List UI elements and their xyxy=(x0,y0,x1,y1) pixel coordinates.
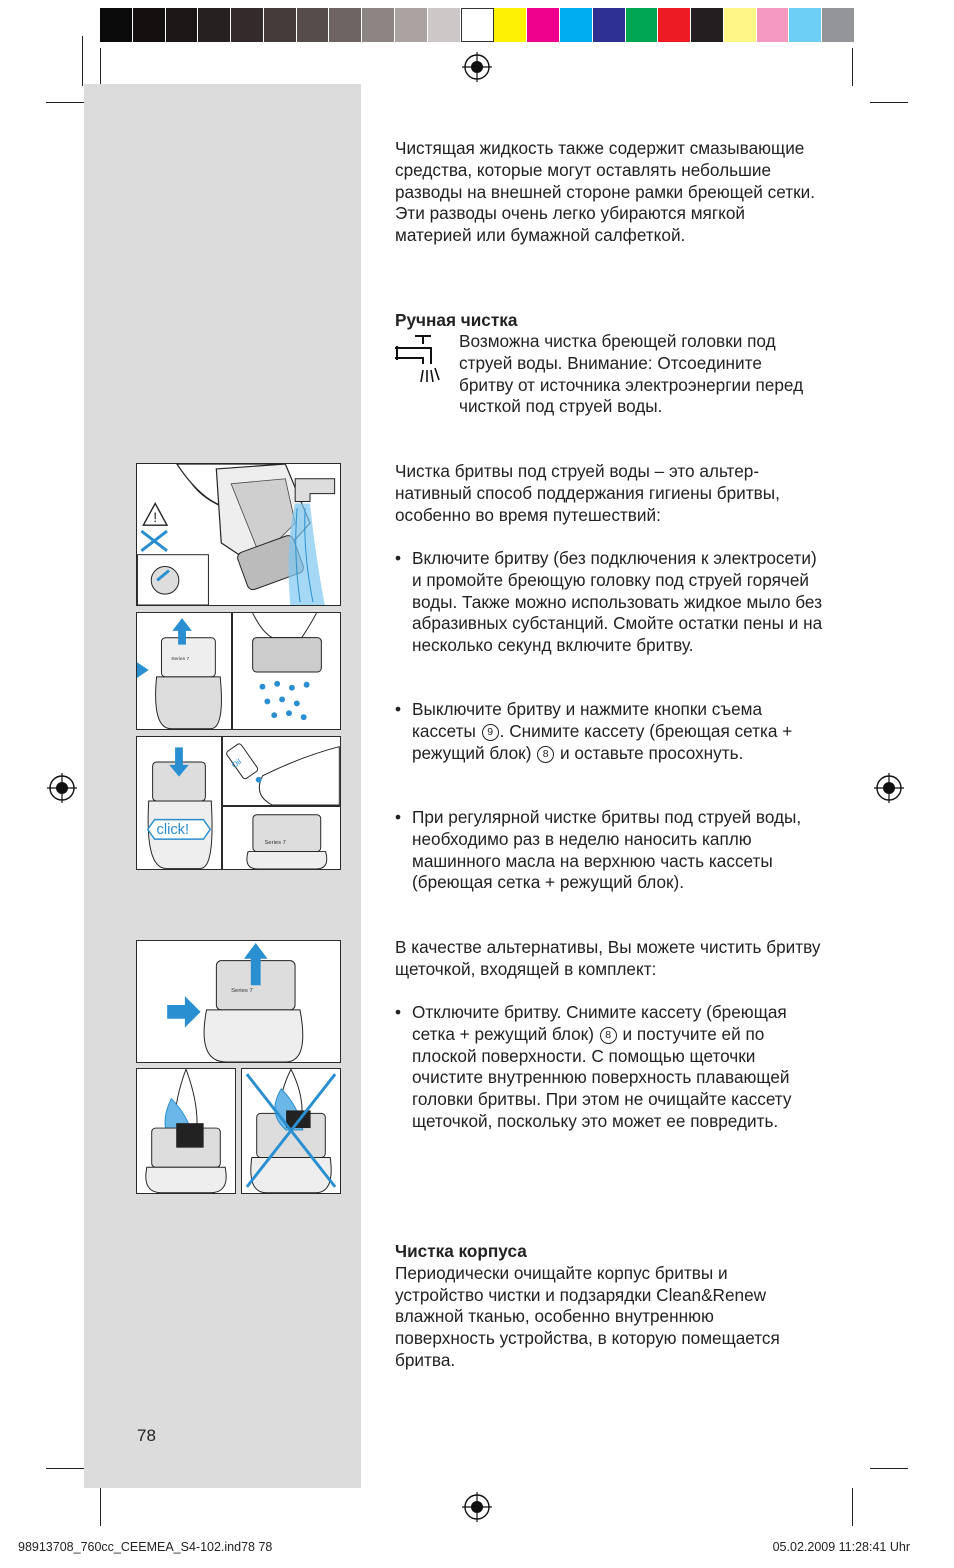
color-swatch xyxy=(757,8,790,42)
brush-cleaning-illustration xyxy=(136,1068,236,1194)
registration-target-icon xyxy=(462,52,492,82)
body-cleaning-text: Периодически очищайте корпус бритвы и устройство чистки и подзарядки Clean&Renew влажной тканью, особенно внутреннюю поверхность устройства, в которую помещается бритва. xyxy=(395,1262,780,1370)
color-swatch xyxy=(822,8,855,42)
manual-cleaning-heading: Ручная чистка xyxy=(395,310,518,330)
color-swatch xyxy=(231,8,264,42)
registration-target-icon xyxy=(462,1492,492,1522)
dry-cassette-illustration xyxy=(232,612,341,730)
crop-mark xyxy=(46,1468,84,1469)
color-swatch xyxy=(428,8,461,42)
bullet-rinse: • Включите бритву (без подключения к электросети) и промойте бреющую головку под струей горячей воды. Также можно использовать жидкое мыло без абразивных субстанций. Смойте остатки пены и на несколько секунд включите бритву. xyxy=(395,548,825,657)
body-cleaning-heading: Чистка корпуса xyxy=(395,1241,527,1261)
bullet-oil: • При регулярной чистке бритвы под струей воды, необходимо раз в неделю наносить каплю машинного масла на верхнюю часть кассеты (бреющая сетка + режущий блок). xyxy=(395,807,825,894)
color-swatch xyxy=(626,8,659,42)
page-number: 78 xyxy=(137,1426,156,1445)
color-swatch xyxy=(133,8,166,42)
bullet-remove-cassette xyxy=(395,699,825,764)
crop-mark xyxy=(100,1488,101,1526)
registration-target-icon xyxy=(47,773,77,803)
color-swatch xyxy=(297,8,330,42)
color-swatch xyxy=(329,8,362,42)
oil-drop-illustration xyxy=(222,736,341,806)
color-swatch xyxy=(362,8,395,42)
bullet-block-1 xyxy=(395,548,825,657)
color-swatch xyxy=(724,8,757,42)
alternative-intro-block xyxy=(395,461,823,526)
brush-text-a: Отключите бритву. Снимите кассету (бреющая сетка + режущий блок) xyxy=(412,1002,787,1044)
bullet-brush xyxy=(395,1002,825,1133)
intro-text: Чистящая жидкость также содержит смазывающие средства, которые могут оставлять небольшие разводы на внешней стороне рамки бреющей сетки. Эти разводы очень легко убираются мягкой материей или бумажной салфеткой. xyxy=(395,138,815,246)
bullet2-text-a: Выключите бритву и нажмите кнопки съема кассеты xyxy=(412,699,763,741)
series-label: Series 7 xyxy=(231,988,253,995)
bullet2-text-b: . Снимите кассету (бреющая сетка + режущий блок) xyxy=(412,720,793,763)
crop-mark xyxy=(46,102,84,103)
color-swatch xyxy=(560,8,593,42)
oil-label: Oil xyxy=(229,757,243,770)
color-swatch xyxy=(691,8,724,42)
color-swatch xyxy=(166,8,199,42)
series-label: Series 7 xyxy=(264,839,286,846)
color-swatch xyxy=(527,8,560,42)
svg-text:!: ! xyxy=(153,510,158,526)
crop-mark xyxy=(870,1468,908,1469)
bullet-block-3 xyxy=(395,807,825,894)
bullet-block-2 xyxy=(395,699,825,764)
color-swatch xyxy=(264,8,297,42)
crop-mark xyxy=(852,1488,853,1526)
footer-file-info: 98913708_760cc_CEEMEA_S4-102.ind78 78 xyxy=(18,1540,273,1554)
crop-mark xyxy=(100,48,101,86)
color-calibration-bar xyxy=(100,8,855,42)
click-label: click! xyxy=(156,822,190,839)
color-swatch xyxy=(100,8,133,42)
manual-warning-text: Возможна чистка бреющей головки под струей воды. Внимание: Отсоедините бритву от источника электроэнергии перед чисткой под струей воды. xyxy=(459,331,804,417)
reattach-cassette-illustration xyxy=(136,736,222,870)
manual-cleaning-section xyxy=(395,310,825,332)
callout-number: 9 xyxy=(482,724,499,741)
color-swatch xyxy=(593,8,626,42)
brush-intro-block xyxy=(395,937,825,981)
footer-timestamp: 05.02.2009 11:28:41 Uhr xyxy=(772,1540,910,1554)
brush-cleaning-forbidden-illustration xyxy=(241,1068,341,1194)
crop-mark xyxy=(82,36,83,86)
intro-paragraph xyxy=(395,138,825,247)
brush-text-b: и постучите ей по плоской поверхности. С помощью щеточки очистите внутреннюю поверхность плавающей головки бритвы. При этом не очищайте кассету щеточкой, поскольку это может ее повредить. xyxy=(412,1023,792,1131)
water-tap-icon xyxy=(395,334,447,386)
callout-number: 8 xyxy=(600,1027,617,1044)
rinse-under-tap-illustration xyxy=(136,463,341,606)
body-cleaning-section xyxy=(395,1241,795,1372)
manual-warning-block xyxy=(459,331,819,418)
registration-target-icon xyxy=(874,773,904,803)
brush-remove-cassette-illustration xyxy=(136,940,341,1063)
color-swatch xyxy=(658,8,691,42)
callout-number: 8 xyxy=(537,746,554,763)
color-swatch xyxy=(395,8,428,42)
color-swatch xyxy=(461,8,495,42)
brush-bullet-block xyxy=(395,1002,825,1133)
color-swatch xyxy=(494,8,527,42)
crop-mark xyxy=(852,48,853,86)
crop-mark xyxy=(870,102,908,103)
cassette-series-illustration xyxy=(222,806,341,870)
bullet2-text-c: и оставьте просохнуть. xyxy=(555,742,744,763)
color-swatch xyxy=(198,8,231,42)
color-swatch xyxy=(789,8,822,42)
alternative-intro-text: Чистка бритвы под струей воды – это альтер-нативный способ поддержания гигиены бритвы, особенно во время путешествий: xyxy=(395,461,780,525)
series-label: Series 7 xyxy=(171,657,190,663)
brush-intro-text: В качестве альтернативы, Вы можете чистить бритву щеточкой, входящей в комплект: xyxy=(395,937,821,979)
remove-cassette-illustration xyxy=(136,612,232,730)
